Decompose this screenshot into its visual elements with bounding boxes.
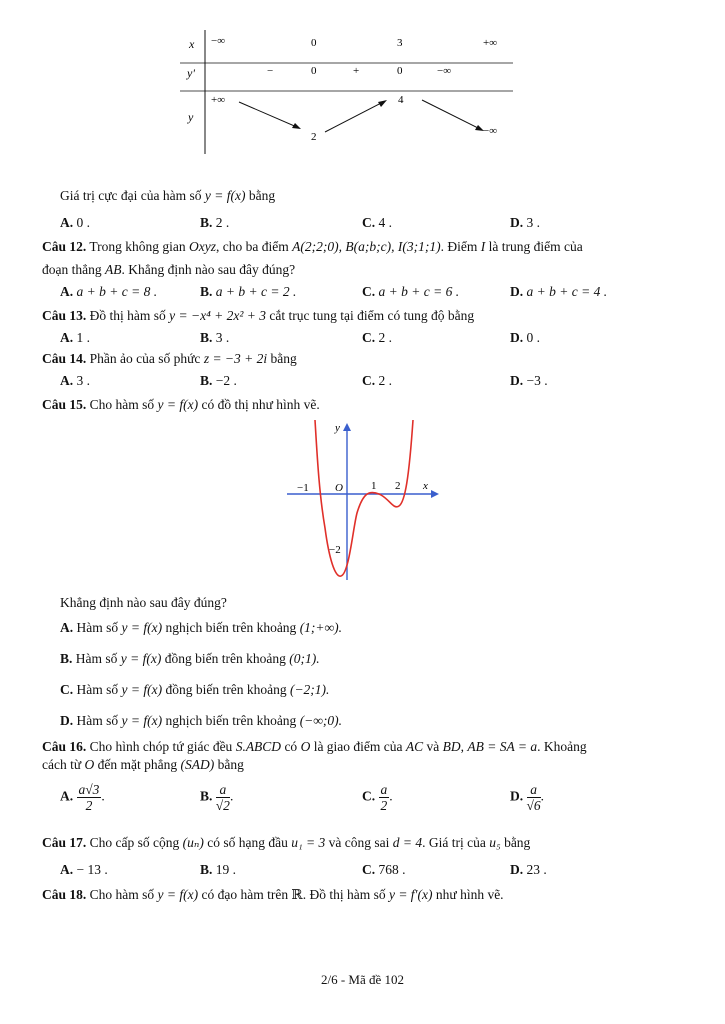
dy-sign-3: +: [353, 65, 360, 77]
variation-table: [175, 28, 520, 158]
q16-frac-c: $\frac{a}{2}$: [380, 782, 388, 813]
q15-option-d[interactable]: D. Hàm số y = f(x) nghịch biến trên khoảng (−∞;0).: [60, 713, 343, 728]
q13-option-d[interactable]: D. 0 .: [510, 330, 540, 345]
q12-label: Câu 12.: [42, 239, 87, 254]
q12-option-a[interactable]: A. a + b + c = 8 .: [60, 284, 158, 299]
q15-label-y: y: [335, 422, 340, 434]
q16-stem-2: cách từ O đến mặt phẳng (SAD) bằng: [42, 757, 244, 772]
q13-option-c[interactable]: C. 2 .: [362, 330, 392, 345]
q15-label-m1: −1: [297, 482, 309, 494]
q16-option-a[interactable]: A. $\frac{a√3}{2}$ .: [60, 782, 105, 813]
q15-label-o: O: [335, 482, 343, 494]
q11-option-c[interactable]: C. 4 .: [362, 215, 392, 230]
q12-stem-2: đoạn thẳng AB. Khẳng định nào sau đây đúng?: [42, 262, 296, 277]
q17-label: Câu 17.: [42, 835, 87, 850]
x-val-2: 0: [311, 37, 317, 49]
q13-option-a[interactable]: A. 1 .: [60, 330, 90, 345]
q15-label-m2: −2: [329, 544, 341, 556]
q11-option-d[interactable]: D. 3 .: [510, 215, 540, 230]
q17-option-a[interactable]: A. − 13 .: [60, 862, 108, 877]
q15-option-c[interactable]: C. Hàm số y = f(x) đồng biến trên khoảng (−2;1).: [60, 682, 330, 697]
q15-label-p1: 1: [371, 480, 377, 492]
y-val-2: 2: [311, 131, 317, 143]
q16-frac-a: $\frac{a√3}{2}$: [78, 782, 100, 813]
q11-option-a[interactable]: A. 0 .: [60, 215, 90, 230]
q12-stem: Câu 12. Trong không gian Oxyz, cho ba điểm A(2;2;0), B(a;b;c), I(3;1;1). Điểm I là trung điểm của: [42, 239, 583, 254]
y-val-4: −∞: [483, 125, 498, 137]
q11-func: y = f(x): [204, 188, 246, 203]
y-val-1: +∞: [211, 94, 226, 106]
q14-option-d[interactable]: D. −3 .: [510, 373, 548, 388]
q16-stem: Câu 16. Cho hình chóp tứ giác đều S.ABCD có O là giao điểm của AC và BD, AB = SA = a. Khoảng: [42, 739, 587, 754]
q14-stem: Câu 14. Phần ảo của số phức z = −3 + 2i bằng: [42, 351, 297, 366]
q12-option-c[interactable]: C. a + b + c = 6 .: [362, 284, 460, 299]
q16-frac-d: $\frac{a}{√6}$: [526, 782, 541, 813]
row-dy-label: y': [187, 66, 195, 80]
q12-option-d[interactable]: D. a + b + c = 4 .: [510, 284, 608, 299]
q16-option-b[interactable]: B. $\frac{a}{√2}$ .: [200, 782, 234, 813]
y-val-3: 4: [398, 94, 404, 106]
q18-stem: Câu 18. Cho hàm số y = f(x) có đạo hàm trên ℝ. Đồ thị hàm số y = f′(x) như hình vẽ.: [42, 887, 504, 902]
row-y-label: y: [188, 110, 194, 124]
q18-label: Câu 18.: [42, 887, 87, 902]
q15-label-p2: 2: [395, 480, 401, 492]
row-x-label: x: [189, 37, 195, 51]
x-val-3: 3: [397, 37, 403, 49]
x-val-1: −∞: [211, 35, 226, 47]
q15-option-b[interactable]: B. Hàm số y = f(x) đồng biến trên khoảng (0;1).: [60, 651, 320, 666]
q11-option-b[interactable]: B. 2 .: [200, 215, 230, 230]
q11-prompt: [60, 187, 725, 205]
q13-option-b[interactable]: B. 3 .: [200, 330, 230, 345]
q16-option-d[interactable]: D. $\frac{a}{√6}$ .: [510, 782, 545, 813]
q15-stem: Câu 15. Cho hàm số y = f(x) có đồ thị như hình vẽ.: [42, 397, 320, 412]
q17-option-d[interactable]: D. 23 .: [510, 862, 547, 877]
dy-sign-2: 0: [311, 65, 317, 77]
q14-option-c[interactable]: C. 2 .: [362, 373, 392, 388]
dy-sign-1: −: [267, 65, 274, 77]
q17-option-c[interactable]: C. 768 .: [362, 862, 406, 877]
q15-label-x: x: [423, 480, 428, 492]
q15-question: Khẳng định nào sau đây đúng?: [60, 595, 227, 610]
q14-label: Câu 14.: [42, 351, 87, 366]
q12-option-b[interactable]: B. a + b + c = 2 .: [200, 284, 297, 299]
q17-option-b[interactable]: B. 19 .: [200, 862, 237, 877]
page-footer: 2/6 - Mã đề 102: [320, 972, 405, 987]
q15-graph: [285, 418, 445, 583]
q16-label: Câu 16.: [42, 739, 87, 754]
q11-text-end: bằng: [248, 188, 276, 203]
q16-option-c[interactable]: C. $\frac{a}{2}$ .: [362, 782, 393, 813]
q13-stem: Câu 13. Đồ thị hàm số y = −x⁴ + 2x² + 3 cắt trục tung tại điểm có tung độ bằng: [42, 308, 475, 323]
q15-label: Câu 15.: [42, 397, 87, 412]
dy-sign-4: 0: [397, 65, 403, 77]
x-val-4: +∞: [483, 37, 498, 49]
q14-option-b[interactable]: B. −2 .: [200, 373, 237, 388]
q13-label: Câu 13.: [42, 308, 87, 323]
q17-stem: Câu 17. Cho cấp số cộng (uₙ) có số hạng đầu u₁ = 3 và công sai d = 4. Giá trị của u₅ bằng: [42, 835, 531, 850]
q16-frac-b: $\frac{a}{√2}$: [215, 782, 230, 813]
dy-sign-5: −∞: [437, 65, 452, 77]
q14-option-a[interactable]: A. 3 .: [60, 373, 90, 388]
q15-option-a[interactable]: A. Hàm số y = f(x) nghịch biến trên khoảng (1;+∞).: [60, 620, 343, 635]
q11-text: Giá trị cực đại của hàm số: [60, 188, 202, 203]
